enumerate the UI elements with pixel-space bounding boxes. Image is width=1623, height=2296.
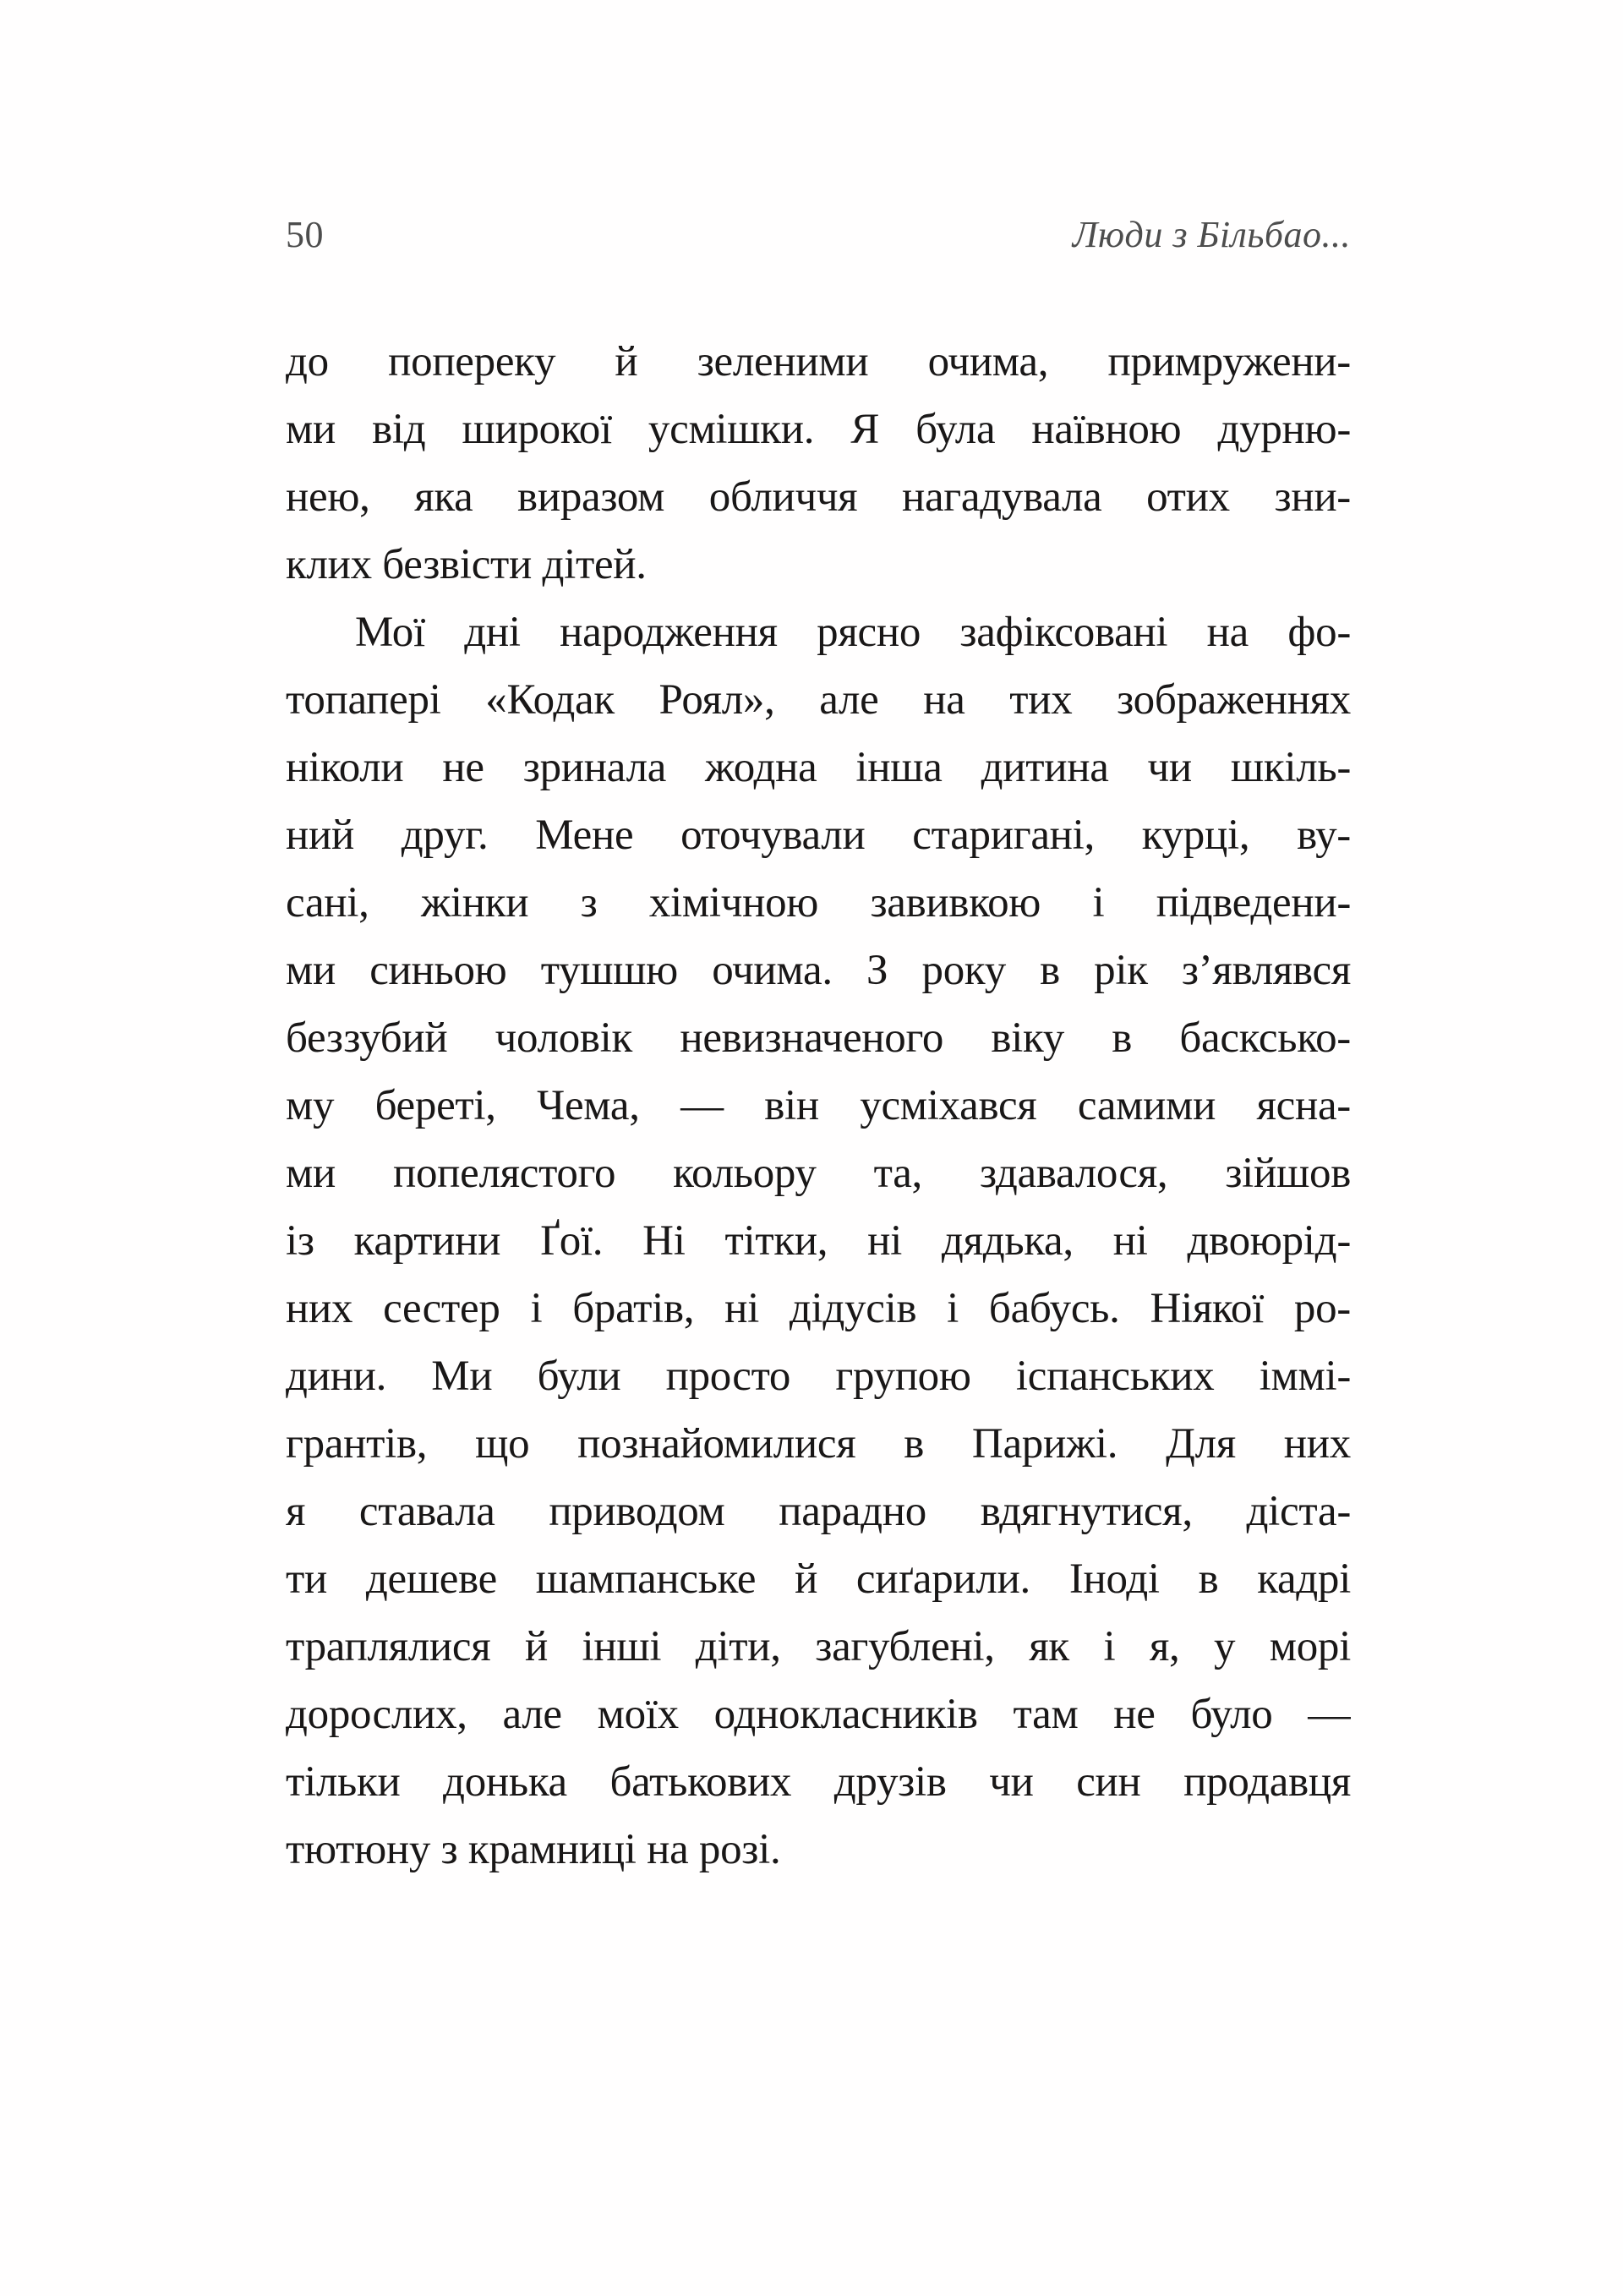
text-block [286,328,1351,1883]
page-number: 50 [286,214,324,255]
text-line: беззубий чоловік невизначеного віку в басксько- [286,1014,1351,1062]
text-line: я ставала приводом парадно вдягнутися, діста- [286,1488,1351,1535]
text-line: тільки донька батькових друзів чи син продавця [286,1758,1351,1806]
text-line: ми синьою тушшю очима. З року в рік з’являвся [286,947,1351,994]
paragraph [286,599,1351,1883]
running-title: Люди з Більбао... [1072,214,1351,255]
text-line: нею, яка виразом обличчя нагадувала отих зни- [286,473,1351,521]
text-line: ніколи не зринала жодна інша дитина чи шкіль- [286,744,1351,791]
running-header [286,213,1351,257]
text-line: до попереку й зеленими очима, примружени- [286,338,1351,385]
text-line: ний друг. Мене оточували старигані, курці, ву- [286,812,1351,859]
text-line: сані, жінки з хімічною завивкою і підведени- [286,879,1351,927]
text-line: грантів, що познайомилися в Парижі. Для них [286,1420,1351,1468]
text-line: клих безвісти дітей. [286,541,647,588]
text-line: топапері «Кодак Роял», але на тих зображеннях [286,676,1351,724]
text-line: Мої дні народження рясно зафіксовані на фо- [355,609,1351,656]
text-line: му береті, Чема, — він усміхався самими ясна- [286,1082,1351,1129]
text-line: із картини Ґої. Ні тітки, ні дядька, ні двоюрід- [286,1217,1351,1265]
text-line: ти дешеве шампанське й сиґарили. Іноді в кадрі [286,1555,1351,1603]
text-line: дини. Ми були просто групою іспанських іммі- [286,1353,1351,1400]
text-line: них сестер і братів, ні дідусів і бабусь. Ніякої ро- [286,1285,1351,1332]
text-line: дорослих, але моїх однокласників там не було — [286,1691,1351,1738]
text-line: ми попелястого кольору та, здавалося, зійшов [286,1150,1351,1197]
paragraph [286,328,1351,599]
text-line: ми від широкої усмішки. Я була наївною дурню- [286,406,1351,453]
text-line: тютюну з крамниці на розі. [286,1826,781,1873]
text-line: траплялися й інші діти, загублені, як і я, у морі [286,1623,1351,1670]
